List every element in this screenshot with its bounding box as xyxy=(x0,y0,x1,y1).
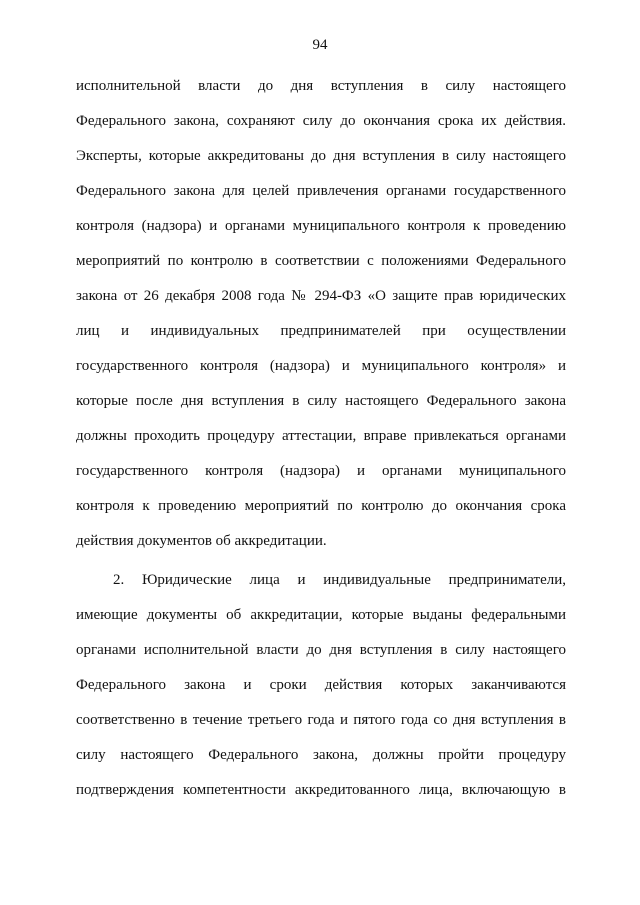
text-line: 2. Юридические лица и индивидуальные предприниматели, xyxy=(113,572,566,588)
text-line: мероприятий по контролю в соответствии с положениями Федерального xyxy=(76,253,566,269)
text-line: Эксперты, которые аккредитованы до дня вступления в силу настоящего xyxy=(76,148,566,164)
text-line: контроля к проведению мероприятий по контролю до окончания срока xyxy=(76,498,566,514)
text-line: силу настоящего Федерального закона, должны пройти процедуру xyxy=(76,747,566,763)
text-line: закона от 26 декабря 2008 года № 294-ФЗ «О защите прав юридических xyxy=(76,288,566,304)
text-line: лиц и индивидуальных предпринимателей при осуществлении xyxy=(76,323,566,339)
text-line: должны проходить процедуру аттестации, вправе привлекаться органами xyxy=(76,428,566,444)
text-line: государственного контроля (надзора) и муниципального контроля» и xyxy=(76,358,566,374)
text-line: подтверждения компетентности аккредитованного лица, включающую в xyxy=(76,782,566,798)
text-line: соответственно в течение третьего года и пятого года со дня вступления в xyxy=(76,712,566,728)
text-line: действия документов об аккредитации. xyxy=(76,533,327,549)
text-line: контроля (надзора) и органами муниципального контроля к проведению xyxy=(76,218,566,234)
text-line: которые после дня вступления в силу настоящего Федерального закона xyxy=(76,393,566,409)
text-line: исполнительной власти до дня вступления в силу настоящего xyxy=(76,78,566,94)
text-line: Федерального закона и сроки действия которых заканчиваются xyxy=(76,677,566,693)
text-line: органами исполнительной власти до дня вступления в силу настоящего xyxy=(76,642,566,658)
text-line: имеющие документы об аккредитации, которые выданы федеральными xyxy=(76,607,566,623)
text-line: государственного контроля (надзора) и органами муниципального xyxy=(76,463,566,479)
page-number: 94 xyxy=(312,37,328,53)
text-line: Федерального закона, сохраняют силу до окончания срока их действия. xyxy=(76,113,566,129)
text-line: Федерального закона для целей привлечения органами государственного xyxy=(76,183,566,199)
